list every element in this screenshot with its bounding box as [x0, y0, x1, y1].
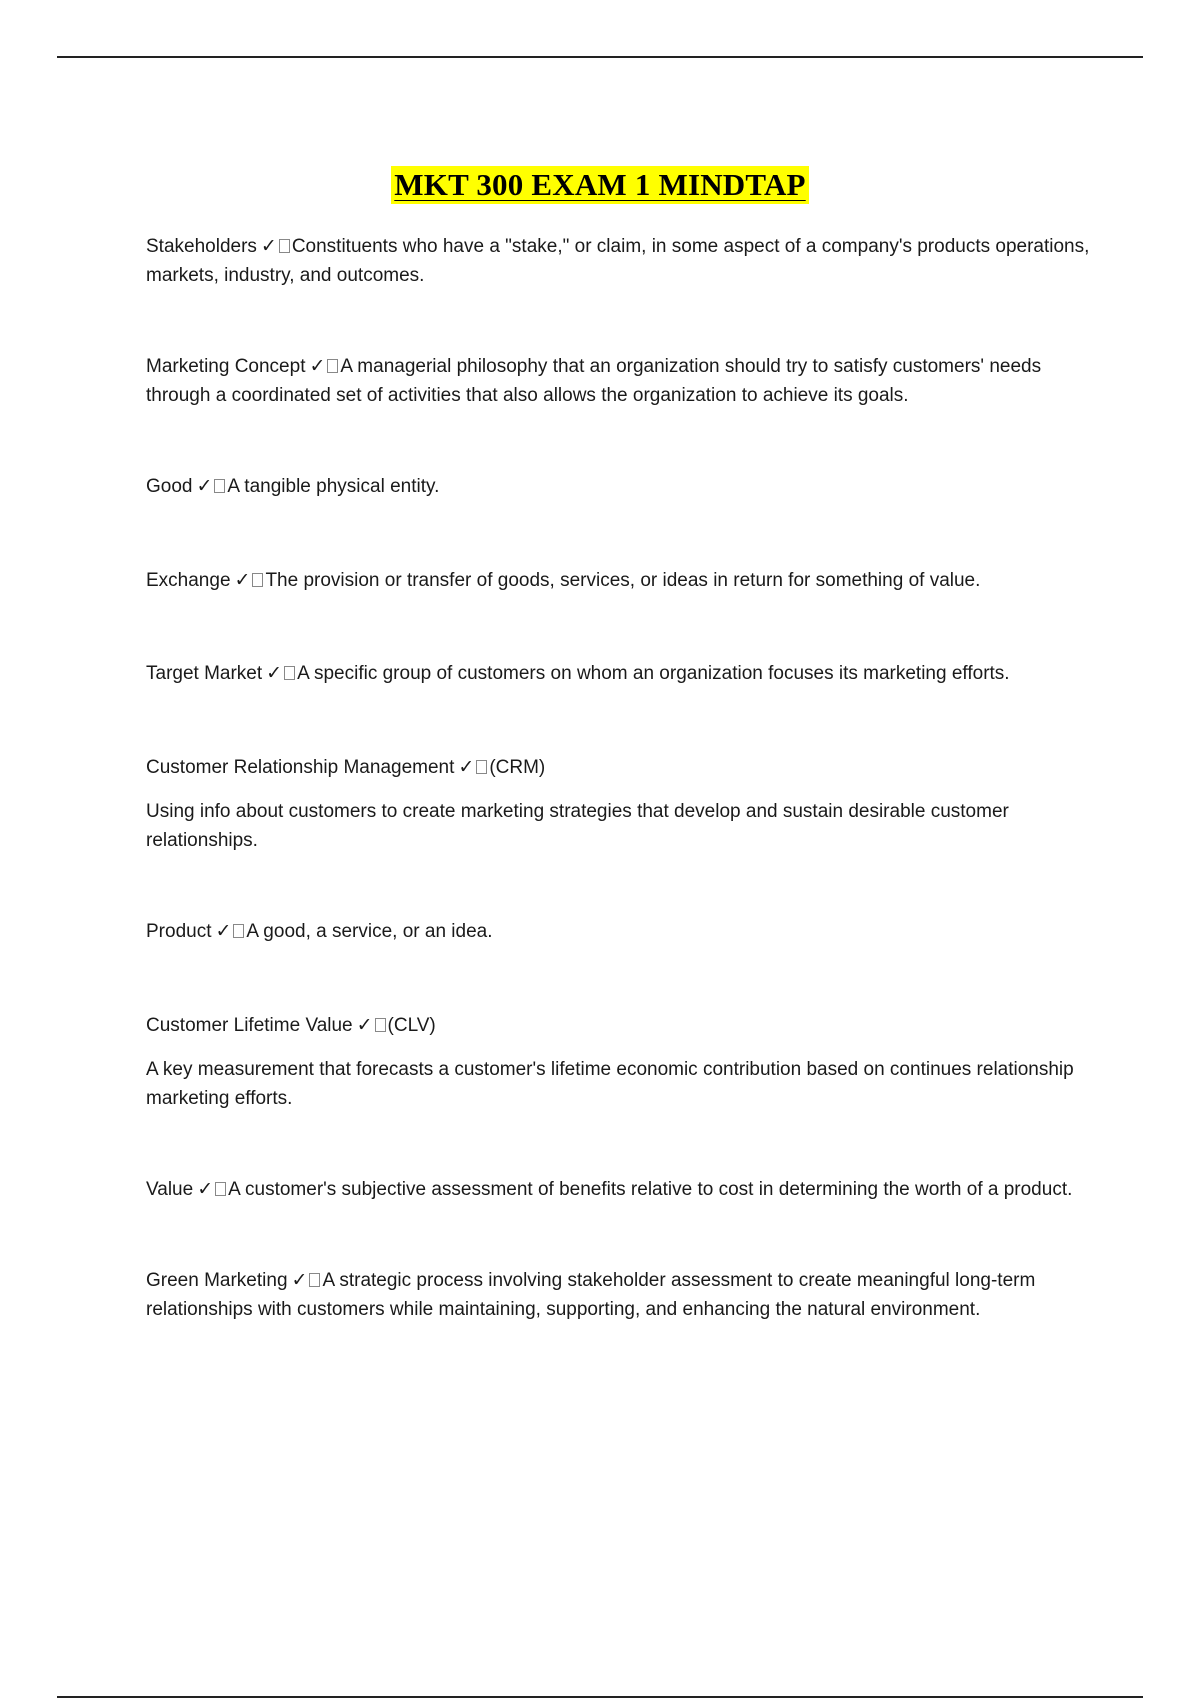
definition: The provision or transfer of goods, services, or ideas in return for something of value. [265, 570, 981, 591]
flashcard-list [146, 232, 1091, 1324]
checkmark-icon: ✓ [458, 756, 475, 778]
checkmark-icon: ✓ [266, 662, 283, 684]
list-item [146, 917, 1091, 946]
missing-glyph-icon [476, 760, 487, 774]
missing-glyph-icon [233, 924, 244, 938]
term: Good [146, 476, 193, 497]
checkmark-icon: ✓ [260, 235, 277, 257]
missing-glyph-icon [215, 1182, 226, 1196]
term: Product [146, 921, 212, 942]
checkmark-icon: ✓ [234, 569, 251, 591]
list-item [146, 352, 1091, 410]
title-wrap [0, 166, 1200, 204]
page-top-rule [57, 56, 1143, 58]
term: Green Marketing [146, 1270, 288, 1291]
definition: A strategic process involving stakeholder assessment to create meaningful long-term relationships with customers while maintaining, supporting, and enhancing the natural environment. [146, 1270, 1036, 1320]
term: Target Market [146, 663, 263, 684]
page-bottom-rule [57, 1696, 1143, 1698]
list-item [146, 232, 1091, 290]
page-title: MKT 300 EXAM 1 MINDTAP [391, 166, 808, 204]
checkmark-icon: ✓ [309, 355, 326, 377]
list-item [146, 659, 1091, 688]
checkmark-icon: ✓ [196, 475, 213, 497]
definition: A customer's subjective assessment of benefits relative to cost in determining the worth of a product. [228, 1179, 1073, 1200]
term: Stakeholders [146, 236, 257, 257]
checkmark-icon: ✓ [291, 1269, 308, 1291]
list-item [146, 1175, 1091, 1204]
list-item [146, 472, 1091, 501]
term: Marketing Concept [146, 356, 306, 377]
missing-glyph-icon [309, 1273, 320, 1287]
term: Customer Lifetime Value [146, 1015, 353, 1036]
checkmark-icon: ✓ [356, 1014, 373, 1036]
definition: A specific group of customers on whom an organization focuses its marketing efforts. [297, 663, 1010, 684]
missing-glyph-icon [279, 239, 290, 253]
definition: A good, a service, or an idea. [246, 921, 493, 942]
term: Exchange [146, 570, 231, 591]
definition: (CRM) [489, 757, 546, 778]
missing-glyph-icon [327, 359, 338, 373]
list-item [146, 566, 1091, 595]
missing-glyph-icon [214, 479, 225, 493]
definition-continued: Using info about customers to create marketing strategies that develop and sustain desirable customer relationships. [146, 801, 1009, 851]
list-item [146, 1266, 1091, 1324]
checkmark-icon: ✓ [215, 920, 232, 942]
definition: A tangible physical entity. [227, 476, 440, 497]
definition: Constituents who have a "stake," or claim, in some aspect of a company's products operations, markets, industry, and outcomes. [146, 236, 1090, 286]
term: Value [146, 1179, 194, 1200]
definition-continued: A key measurement that forecasts a customer's lifetime economic contribution based on continues relationship marketing efforts. [146, 1059, 1074, 1109]
checkmark-icon: ✓ [197, 1178, 214, 1200]
missing-glyph-icon [375, 1018, 386, 1032]
list-item [146, 1011, 1091, 1113]
list-item [146, 753, 1091, 855]
missing-glyph-icon [252, 573, 263, 587]
missing-glyph-icon [284, 666, 295, 680]
definition: A managerial philosophy that an organization should try to satisfy customers' needs through a coordinated set of activities that also allows the organization to achieve its goals. [146, 356, 1042, 406]
definition: (CLV) [387, 1015, 436, 1036]
term: Customer Relationship Management [146, 757, 455, 778]
